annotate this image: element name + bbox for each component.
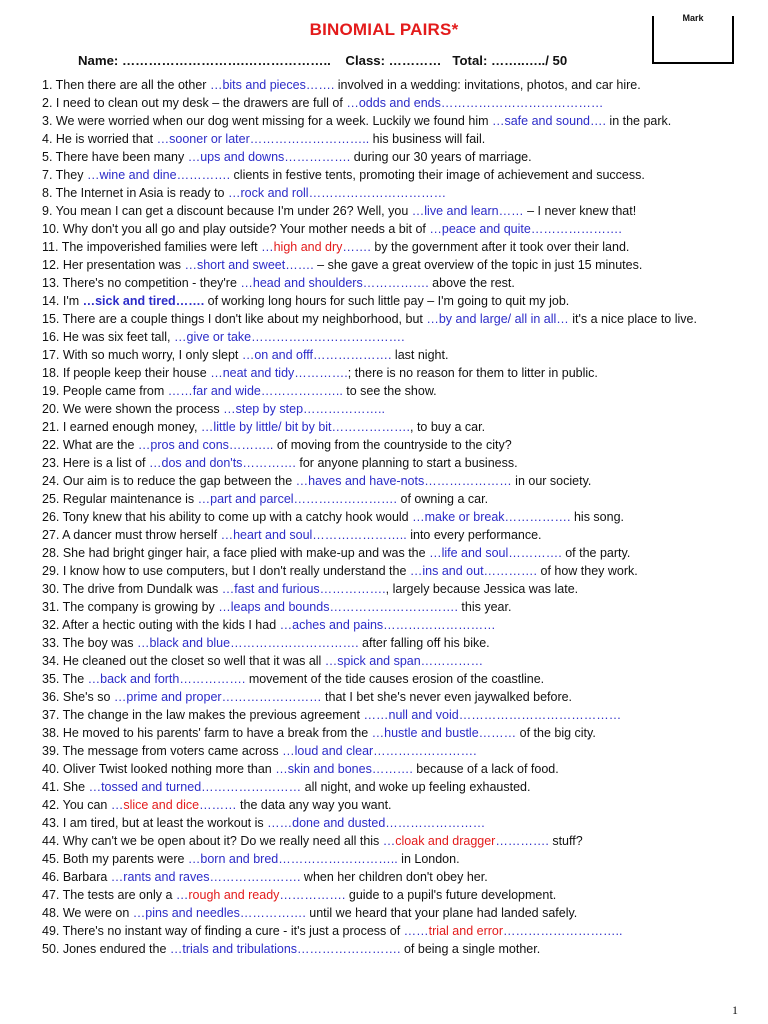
answer-text: ……far and wide……………….. [167, 384, 343, 398]
sentence-text: 34. He cleaned out the closet so well that it was all [42, 654, 325, 668]
exercise-item [42, 850, 732, 868]
answer-text: …ups and downs……………. [187, 150, 351, 164]
sentence-text: 27. A dancer must throw herself [42, 528, 221, 542]
sentence-text: involved in a wedding: invitations, photos, and car hire. [334, 78, 641, 92]
student-info-line: Name: ……………………….……………….. Class: ………… Total: ……..…../ 50 [78, 53, 568, 68]
answer-text: …spick and span…………… [324, 654, 484, 668]
sentence-text: movement of the tide causes erosion of the coastline. [245, 672, 545, 686]
exercise-item [42, 940, 732, 958]
sentence-text: during our 30 years of marriage. [350, 150, 532, 164]
sentence-text: 43. I am tired, but at least the workout is [42, 816, 268, 830]
sentence-text: 35. The [42, 672, 88, 686]
exercise-item [42, 94, 732, 112]
sentence-text: 28. She had bright ginger hair, a face plied with make-up and was the [42, 546, 430, 560]
sentence-text: of owning a car. [397, 492, 489, 506]
sentence-text: 26. Tony knew that his ability to come up with a catchy hook would [42, 510, 413, 524]
sentence-text: 19. People came from [42, 384, 168, 398]
exercise-item [42, 364, 732, 382]
exercise-item [42, 616, 732, 634]
sentence-text: , largely because Jessica was late. [385, 582, 579, 596]
answer-text: …odds and ends………………………………… [346, 96, 604, 110]
answer-text: …safe and sound…. [491, 114, 606, 128]
sentence-text: 42. You can [42, 798, 111, 812]
sentence-text: 39. The message from voters came across [42, 744, 283, 758]
exercise-item [42, 184, 732, 202]
answer-text: …pros and cons……….. [137, 438, 274, 452]
sentence-text: 9. You mean I can get a discount because I'm under 26? Well, you [42, 204, 412, 218]
sentence-text: of working long hours for such little pay – I'm going to quit my job. [204, 294, 570, 308]
sentence-text: 3. We were worried when our dog went missing for a week. Luckily we found him [42, 114, 492, 128]
answer-text: …aches and pains……………………… [279, 618, 496, 632]
answer-text: …haves and have-nots………………… [295, 474, 512, 488]
answer-text: …rock and roll…………………………… [228, 186, 447, 200]
exercise-item [42, 598, 732, 616]
exercise-item [42, 274, 732, 292]
answer-text: …step by step……………….. [223, 402, 385, 416]
sentence-text: 14. I'm [42, 294, 83, 308]
sentence-text: of being a single mother. [400, 942, 541, 956]
sentence-text: 36. She's so [42, 690, 114, 704]
exercise-item [42, 130, 732, 148]
answer-text: … [175, 888, 189, 902]
answer-text: …born and bred……………………….. [187, 852, 398, 866]
answer-text: …bits and pieces……. [209, 78, 335, 92]
sentence-text: 17. With so much worry, I only slept [42, 348, 242, 362]
sentence-text: in the park. [605, 114, 672, 128]
sentence-text: his song. [570, 510, 625, 524]
exercise-item [42, 904, 732, 922]
sentence-text: 4. He is worried that [42, 132, 157, 146]
sentence-text: after falling off his bike. [358, 636, 490, 650]
sentence-text: it's a nice place to live. [568, 312, 697, 326]
answer-text: …leaps and bounds…………………………. [218, 600, 458, 614]
exercise-item [42, 256, 732, 274]
answer-text: …trials and tribulations……………………. [169, 942, 401, 956]
sentence-text: 12. Her presentation was [42, 258, 185, 272]
sentence-text: 33. The boy was [42, 636, 137, 650]
answer-text: …sooner or later……………………….. [156, 132, 370, 146]
page-number: 1 [732, 1003, 738, 1017]
exercise-item [42, 328, 732, 346]
sentence-text: 50. Jones endured the [42, 942, 170, 956]
sentence-text: the data any way you want. [236, 798, 392, 812]
sentence-text: 13. There's no competition - they're [42, 276, 241, 290]
answer-text: …part and parcel……………………. [197, 492, 398, 506]
answer-text: …peace and quite…………………. [429, 222, 622, 236]
answer-text: …sick and tired……. [82, 294, 205, 308]
exercise-item [42, 472, 732, 490]
answer-text: …dos and don'ts…………. [149, 456, 296, 470]
sentence-text: 10. Why don't you all go and play outside? Your mother needs a bit of [42, 222, 430, 236]
sentence-text: 7. They [42, 168, 87, 182]
sentence-text: , to buy a car. [410, 420, 486, 434]
sentence-text: 21. I earned enough money, [42, 420, 201, 434]
answer-text: ……. [342, 240, 371, 254]
exercise-item [42, 634, 732, 652]
answer-text: …… [403, 924, 429, 938]
exercise-item [42, 418, 732, 436]
answer-text: …pins and needles……………. [132, 906, 306, 920]
answer-text: ……………. [279, 888, 346, 902]
sentence-text: 47. The tests are only a [42, 888, 176, 902]
sentence-text: 32. After a hectic outing with the kids I had [42, 618, 280, 632]
exercise-item [42, 112, 732, 130]
sentence-text: 38. He moved to his parents' farm to have a break from the [42, 726, 372, 740]
exercise-item [42, 652, 732, 670]
sentence-text: 1. Then there are all the other [42, 78, 210, 92]
answer-text: slice and dice [123, 798, 200, 812]
exercise-item [42, 832, 732, 850]
sentence-text: 44. Why can't we be open about it? Do we really need all this [42, 834, 383, 848]
exercise-item [42, 724, 732, 742]
sentence-text: 45. Both my parents were [42, 852, 188, 866]
sentence-text: until we heard that your plane had landed safely. [305, 906, 578, 920]
answer-text: …back and forth……………. [87, 672, 246, 686]
sentence-text: 22. What are the [42, 438, 138, 452]
sentence-text: stuff? [548, 834, 583, 848]
answer-text: …tossed and turned…………………… [88, 780, 302, 794]
sentence-text: – she gave a great overview of the topic in just 15 minutes. [313, 258, 643, 272]
answer-text: …make or break……………. [412, 510, 571, 524]
answer-text: …neat and tidy…………. [210, 366, 348, 380]
exercise-item [42, 886, 732, 904]
exercise-item [42, 796, 732, 814]
answer-text: trial and error [428, 924, 504, 938]
sentence-text: of the big city. [516, 726, 596, 740]
sentence-text: to see the show. [342, 384, 437, 398]
sentence-text: because of a lack of food. [412, 762, 559, 776]
exercise-item [42, 202, 732, 220]
sentence-text: his business will fail. [369, 132, 486, 146]
sentence-text: 41. She [42, 780, 89, 794]
answer-text: cloak and dragger [395, 834, 496, 848]
exercise-item [42, 922, 732, 940]
exercise-item [42, 454, 732, 472]
answer-text: …prime and proper…………………… [113, 690, 322, 704]
exercise-item [42, 526, 732, 544]
answer-text: … [110, 798, 124, 812]
sentence-text: 20. We were shown the process [42, 402, 224, 416]
answer-text: …wine and dine…………. [86, 168, 231, 182]
exercise-item [42, 580, 732, 598]
sentence-text: – I never knew that! [523, 204, 637, 218]
answer-text: …give or take………………………………. [174, 330, 405, 344]
exercise-item [42, 382, 732, 400]
sentence-text: this year. [457, 600, 512, 614]
exercise-item [42, 670, 732, 688]
exercise-item [42, 760, 732, 778]
exercise-item [42, 490, 732, 508]
sentence-text: into every performance. [406, 528, 542, 542]
exercise-item [42, 688, 732, 706]
mark-box [652, 13, 734, 64]
sentence-text: 16. He was six feet tall, [42, 330, 175, 344]
sentence-text: 8. The Internet in Asia is ready to [42, 186, 228, 200]
sentence-text: 37. The change in the law makes the previous agreement [42, 708, 364, 722]
exercise-item [42, 292, 732, 310]
answer-text: …rants and raves…………………. [110, 870, 301, 884]
sentence-text: of how they work. [537, 564, 638, 578]
answer-text: …live and learn…… [411, 204, 524, 218]
sentence-text: 49. There's no instant way of finding a cure - it's just a process of [42, 924, 404, 938]
exercise-item [42, 400, 732, 418]
exercise-item [42, 220, 732, 238]
answer-text: …heart and soul………………….. [220, 528, 407, 542]
sentence-text: 48. We were on [42, 906, 133, 920]
answer-text: rough and ready [188, 888, 280, 902]
sentence-text: 11. The impoverished families were left [42, 240, 262, 254]
sentence-text: guide to a pupil's future development. [345, 888, 557, 902]
answer-text: ……null and void………………………………… [363, 708, 622, 722]
sentence-text: last night. [391, 348, 449, 362]
answer-text: …hustle and bustle……… [371, 726, 517, 740]
mark-label: Mark [676, 13, 709, 23]
answer-text: …by and large/ all in all… [426, 312, 569, 326]
exercise-item [42, 436, 732, 454]
answer-text: …little by little/ bit by bit………………. [200, 420, 410, 434]
sentence-text: of moving from the countryside to the city? [273, 438, 512, 452]
exercise-item [42, 346, 732, 364]
answer-text: ……done and dusted…………………… [267, 816, 486, 830]
sentence-text: 23. Here is a list of [42, 456, 149, 470]
page-title: BINOMIAL PAIRS* [309, 20, 459, 39]
answer-text: …short and sweet……. [184, 258, 314, 272]
answer-text: ……………………….. [503, 924, 623, 938]
exercise-item [42, 742, 732, 760]
answer-text: …fast and furious……………. [221, 582, 386, 596]
answer-text: …………. [495, 834, 549, 848]
sentence-text: 30. The drive from Dundalk was [42, 582, 222, 596]
sentence-text: 18. If people keep their house [42, 366, 211, 380]
exercise-item [42, 706, 732, 724]
sentence-text: for anyone planning to start a business. [295, 456, 518, 470]
answer-text: …black and blue…………………………. [136, 636, 359, 650]
sentence-text: 40. Oliver Twist looked nothing more than [42, 762, 276, 776]
answer-text: …life and soul…………. [429, 546, 562, 560]
exercise-item [42, 508, 732, 526]
sentence-text: in London. [397, 852, 460, 866]
sentence-text: when her children don't obey her. [300, 870, 488, 884]
exercise-item [42, 868, 732, 886]
exercise-item [42, 562, 732, 580]
answer-text: …skin and bones………. [275, 762, 413, 776]
answer-text: … [382, 834, 396, 848]
sentence-text: 2. I need to clean out my desk – the drawers are full of [42, 96, 347, 110]
sentence-text: of the party. [561, 546, 631, 560]
sentence-text: 29. I know how to use computers, but I don't really understand the [42, 564, 410, 578]
exercise-item [42, 310, 732, 328]
sentence-text: that I bet she's never even jaywalked before. [321, 690, 573, 704]
sentence-text: 25. Regular maintenance is [42, 492, 198, 506]
exercise-item [42, 814, 732, 832]
sentence-text: 5. There have been many [42, 150, 188, 164]
sentence-text: by the government after it took over their land. [370, 240, 630, 254]
answer-text: …loud and clear……………………. [282, 744, 477, 758]
sentence-text: 24. Our aim is to reduce the gap between the [42, 474, 296, 488]
exercise-item [42, 544, 732, 562]
answer-text: …head and shoulders……………. [240, 276, 429, 290]
exercise-item [42, 238, 732, 256]
sentence-text: ; there is no reason for them to litter in public. [347, 366, 598, 380]
answer-text: … [261, 240, 274, 254]
sentence-text: 46. Barbara [42, 870, 111, 884]
sentence-text: all night, and woke up feeling exhausted. [301, 780, 531, 794]
exercise-item [42, 148, 732, 166]
exercise-item [42, 166, 732, 184]
sentence-text: 31. The company is growing by [42, 600, 219, 614]
answer-text: ……… [199, 798, 237, 812]
exercise-item [42, 76, 732, 94]
answer-text: …on and offf………………. [241, 348, 392, 362]
sentence-text: in our society. [511, 474, 592, 488]
answer-text: …ins and out…………. [409, 564, 538, 578]
answer-text: high and dry [273, 240, 343, 254]
exercise-item [42, 778, 732, 796]
exercise-list [42, 76, 732, 958]
sentence-text: 15. There are a couple things I don't like about my neighborhood, but [42, 312, 427, 326]
sentence-text: clients in festive tents, promoting their image of achievement and success. [230, 168, 645, 182]
sentence-text: above the rest. [428, 276, 515, 290]
